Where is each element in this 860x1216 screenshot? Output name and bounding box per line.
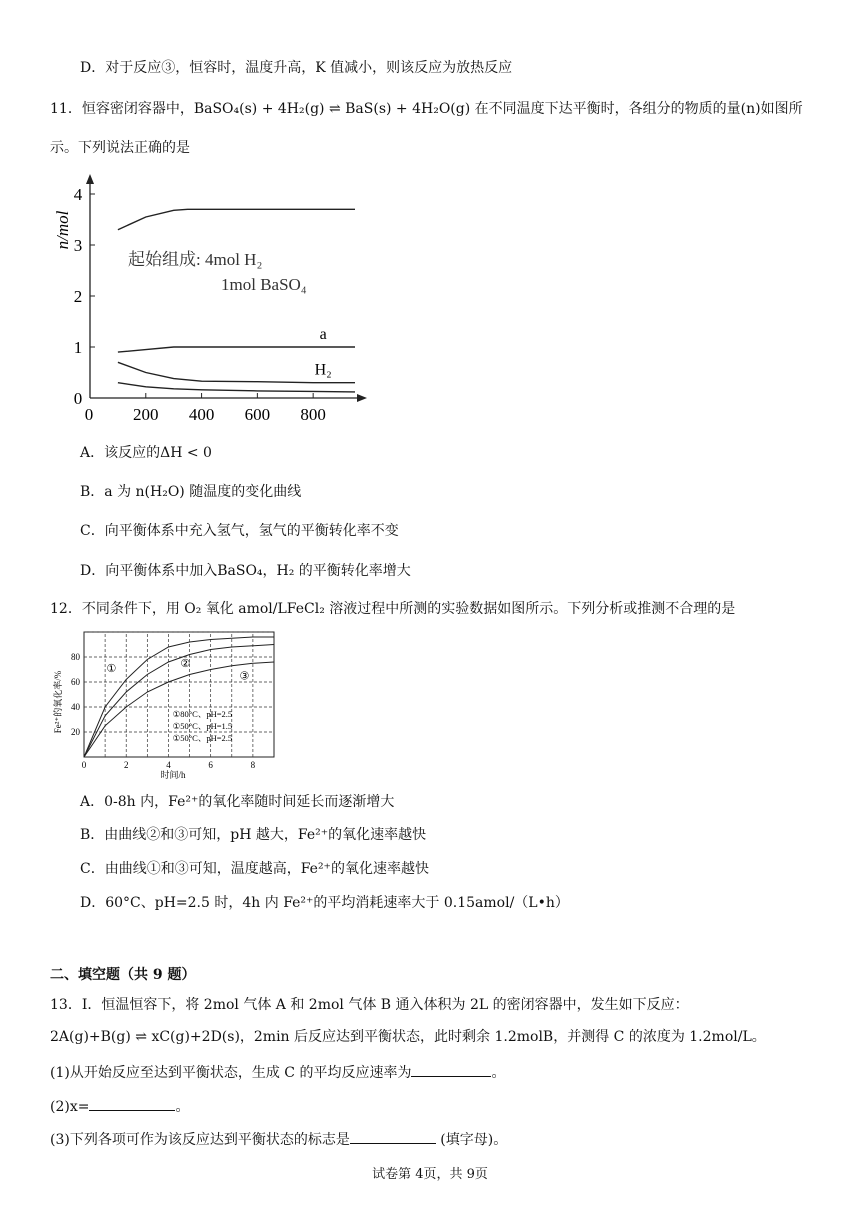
q12-x-axis-label: 时间/h: [160, 770, 186, 780]
q12-series-label-2: ②: [180, 658, 191, 670]
q12-grid: [71, 632, 274, 770]
q11-stem: [50, 99, 803, 119]
q11-y-tick-label: 4: [73, 185, 83, 204]
q11-annotation-line2: 1mol BaSO₄: [221, 275, 307, 294]
q13-sub3-end: (填字母)。: [435, 1132, 508, 1148]
page-footer: 试卷第 4页，共 9页: [372, 1167, 488, 1182]
q13-sub2: [50, 1096, 189, 1117]
q11-series: [118, 209, 355, 392]
q13-sub1-end: 。: [491, 1065, 506, 1081]
q11-series-label-3: H₂: [314, 361, 332, 379]
q12-x-tick-label: 8: [250, 760, 256, 770]
q11-x-tick-label: 400: [188, 405, 215, 424]
q13-line2: 2A(g)+B(g) ⇌ xC(g)+2D(s)，2min 后反应达到平衡状态，此时剩余 1.2molB，并测得 C 的浓度为 1.2mol/L。: [50, 1029, 766, 1045]
q13-sub2-end: 。: [175, 1099, 190, 1115]
q13-sub1-text: (1)从开始反应至达到平衡状态，生成 C 的平均反应速率为: [50, 1065, 412, 1081]
q11-option-b: B．a 为 n(H₂O) 随温度的变化曲线: [80, 484, 302, 500]
q12-option-d: D．60°C、pH=2.5 时，4h 内 Fe²⁺的平均消耗速率大于 0.15amol/（L•h）: [80, 895, 569, 911]
q11-series-line-2: [118, 347, 355, 352]
q11-series-label-2: a: [319, 326, 327, 343]
section-fill-in-title: 二、填空题（共 9 题）: [50, 967, 196, 983]
q12-x-tick-label: 0: [81, 760, 87, 770]
q11-option-c: C．向平衡体系中充入氢气，氢气的平衡转化率不变: [80, 523, 399, 539]
q12-option-c: C．由曲线①和③可知，温度越高，Fe²⁺的氧化速率越快: [80, 861, 429, 877]
q11-chart: [50, 170, 370, 432]
q12-y-tick-label: 20: [71, 727, 80, 737]
q12-series-label-1: ①: [106, 663, 117, 675]
q12-legend: [173, 709, 233, 743]
q13-sub3-blank[interactable]: [350, 1129, 436, 1144]
q11-y-tick-label: 2: [73, 287, 83, 306]
q11-x-tick-label: 0: [84, 405, 94, 424]
q11-x-tick-label: 800: [300, 405, 326, 424]
q11-equation: BaSO₄(s) + 4H₂(g) ⇌ BaS(s) + 4H₂O(g): [193, 101, 471, 117]
q11-series-line-4: [118, 383, 355, 392]
q12-chart: [50, 622, 280, 782]
q11-stem-prefix: 11．恒容密闭容器中，: [50, 101, 194, 117]
q12-x-tick-label: 2: [123, 760, 129, 770]
q11-stem-line2: 示。下列说法正确的是: [50, 140, 190, 156]
q11-stem-suffix: 在不同温度下达平衡时，各组分的物质的量(n)如图所: [474, 101, 803, 117]
q13-sub1-blank[interactable]: [411, 1062, 491, 1077]
q12-y-tick-label: 40: [71, 702, 80, 712]
q11-x-tick-label: 200: [133, 405, 159, 424]
q11-axes: [74, 174, 367, 424]
q12-y-axis-label: Fe²⁺的氧化率/%: [53, 670, 63, 734]
q11-annotation-line1: 起始组成: 4mol H₂: [128, 250, 263, 269]
q12-option-b: B．由曲线②和③可知，pH 越大，Fe²⁺的氧化速率越快: [80, 827, 427, 843]
q12-stem: 12．不同条件下，用 O₂ 氧化 amol/LFeCl₂ 溶液过程中所测的实验数据如图所示。下列分析或推测不合理的是: [50, 601, 736, 617]
q13-sub1: [50, 1062, 505, 1083]
q12-y-tick-label: 80: [71, 652, 80, 662]
q11-y-tick-label: 0: [73, 389, 83, 408]
q12-x-tick-label: 4: [166, 760, 171, 770]
q13-sub2-blank[interactable]: [89, 1096, 175, 1111]
q12-legend-entry-2: ①50°C、pH=1.5: [172, 721, 233, 731]
q11-y-axis-label: n/mol: [53, 210, 72, 250]
q11-option-d: D．向平衡体系中加入BaSO₄，H₂ 的平衡转化率增大: [80, 563, 411, 579]
q11-y-tick-label: 3: [73, 236, 83, 255]
q12-option-a: A．0-8h 内，Fe²⁺的氧化率随时间延长而逐渐增大: [80, 794, 395, 810]
q11-series-line-1: [118, 209, 355, 229]
q12-x-tick-label: 6: [208, 760, 213, 770]
q10-option-d: D．对于反应③，恒容时，温度升高，K 值减小，则该反应为放热反应: [80, 60, 513, 76]
q13-sub2-text: (2)x=: [50, 1099, 90, 1115]
q12-series-label-3: ③: [239, 670, 250, 683]
q11-option-a: A．该反应的ΔH < 0: [80, 445, 212, 461]
q12-legend-entry-1: ①80°C、pH=2.5: [172, 709, 233, 719]
q13-sub3: [50, 1129, 507, 1150]
q13-sub3-text: (3)下列各项可作为该反应达到平衡状态的标志是: [50, 1132, 350, 1148]
q11-y-arrow: [86, 174, 94, 184]
q12-legend-entry-3: ①50°C、pH=2.5: [172, 733, 233, 743]
q11-y-tick-label: 1: [73, 338, 83, 357]
q13-line1: 13．I．恒温恒容下，将 2mol 气体 A 和 2mol 气体 B 通入体积为 2L 的密闭容器中，发生如下反应：: [50, 997, 689, 1013]
q12-y-tick-label: 60: [71, 677, 80, 687]
q11-x-arrow: [357, 394, 367, 402]
q11-x-tick-label: 600: [244, 405, 271, 424]
